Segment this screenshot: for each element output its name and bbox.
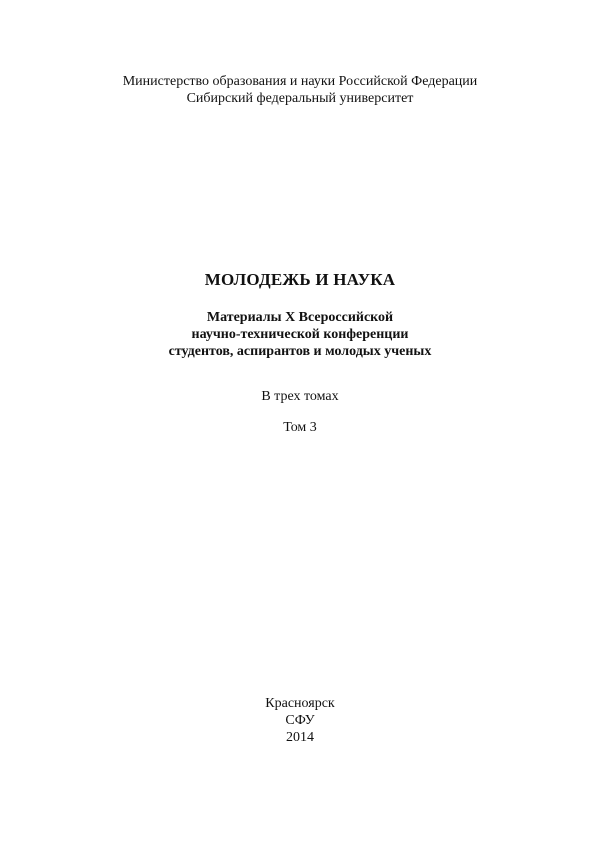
subtitle-line-1: Материалы X Всероссийской — [206, 310, 394, 325]
university-name: Сибирский федеральный университет — [186, 91, 414, 106]
volume-number: Том 3 — [283, 420, 317, 435]
subtitle-line-3: студентов, аспирантов и молодых ученых — [168, 344, 432, 359]
imprint-block — [0, 695, 600, 746]
ministry-name: Министерство образования и науки Российской Федерации — [122, 74, 478, 89]
imprint-publisher: СФУ — [285, 713, 315, 728]
imprint-year: 2014 — [286, 730, 314, 745]
subtitle-line-2: научно-технической конференции — [191, 327, 409, 342]
subtitle-block — [0, 309, 600, 360]
document-title: МОЛОДЕЖЬ И НАУКА — [204, 270, 396, 289]
header-block — [0, 73, 600, 107]
volumes-note: В трех томах — [261, 389, 339, 404]
imprint-city: Красноярск — [265, 696, 335, 711]
